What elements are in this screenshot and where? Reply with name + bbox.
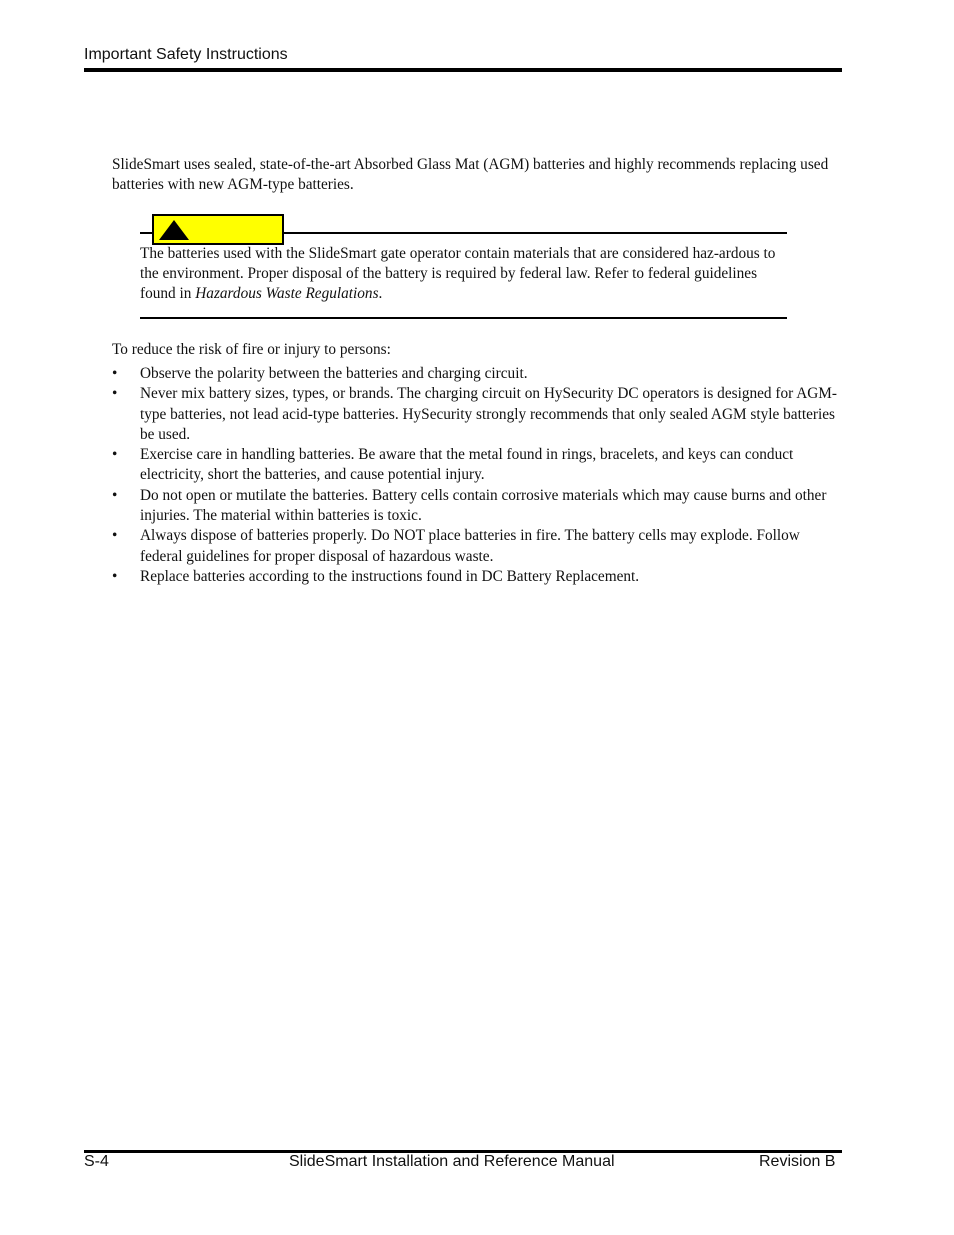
list-item bbox=[112, 486, 842, 527]
list-item bbox=[112, 364, 842, 384]
list-item-text: Never mix battery sizes, types, or brands. The charging circuit on HySecurity DC operators is designed for AGM-type batteries, not lead acid-type batteries. HySecurity strongly recommends that only sealed AGM style batteries be used. bbox=[140, 385, 837, 443]
list-item bbox=[112, 384, 842, 445]
footer-page-number: S-4 bbox=[84, 1153, 109, 1170]
footer-revision: Revision B bbox=[759, 1153, 836, 1170]
caution-text-reference: Hazardous Waste Regulations bbox=[195, 285, 379, 302]
list-item bbox=[112, 567, 842, 587]
caution-badge bbox=[152, 214, 284, 245]
safety-bullet-list bbox=[112, 364, 842, 587]
bullet-dot: • bbox=[112, 567, 118, 585]
bullet-dot: • bbox=[112, 527, 118, 545]
bullet-dot: • bbox=[112, 365, 118, 382]
bullet-dot: • bbox=[112, 385, 118, 403]
header-rule bbox=[84, 68, 842, 72]
bullet-dot: • bbox=[112, 486, 118, 504]
page-header-title: Important Safety Instructions bbox=[84, 46, 288, 63]
warning-triangle-icon bbox=[158, 219, 190, 241]
list-item bbox=[112, 445, 842, 486]
caution-text bbox=[140, 244, 786, 304]
caution-rule-bottom bbox=[140, 317, 787, 319]
list-item bbox=[112, 526, 842, 567]
list-item-text: Observe the polarity between the batteries and charging circuit. bbox=[140, 365, 528, 382]
bullet-dot: • bbox=[112, 446, 118, 464]
list-item-text: Exercise care in handling batteries. Be aware that the metal found in rings, bracelets, and keys can conduct electricity, short the batteries, and cause potential injury. bbox=[140, 446, 794, 484]
caution-text-main: The batteries used with the SlideSmart gate operator contain materials that are considered haz-ardous to the environment. Proper disposal of the battery is required by federal law. Refer to federal guidelines found in bbox=[140, 245, 776, 302]
list-item-text: Always dispose of batteries properly. Do NOT place batteries in fire. The battery cells may explode. Follow federal guidelines for proper disposal of hazardous waste. bbox=[140, 527, 800, 565]
list-item-text: Replace batteries according to the instructions found in DC Battery Replacement. bbox=[140, 567, 640, 585]
bullets-lead: To reduce the risk of fire or injury to persons: bbox=[112, 341, 391, 358]
list-item-text: Do not open or mutilate the batteries. Battery cells contain corrosive materials which may cause burns and other injuries. The material within batteries is toxic. bbox=[140, 486, 827, 525]
footer-manual-title: SlideSmart Installation and Reference Manual bbox=[289, 1153, 615, 1170]
caution-text-end: . bbox=[378, 285, 383, 302]
intro-paragraph: SlideSmart uses sealed, state-of-the-art Absorbed Glass Mat (AGM) batteries and highly recommends replacing used batteries with new AGM-type batteries. bbox=[112, 156, 829, 193]
